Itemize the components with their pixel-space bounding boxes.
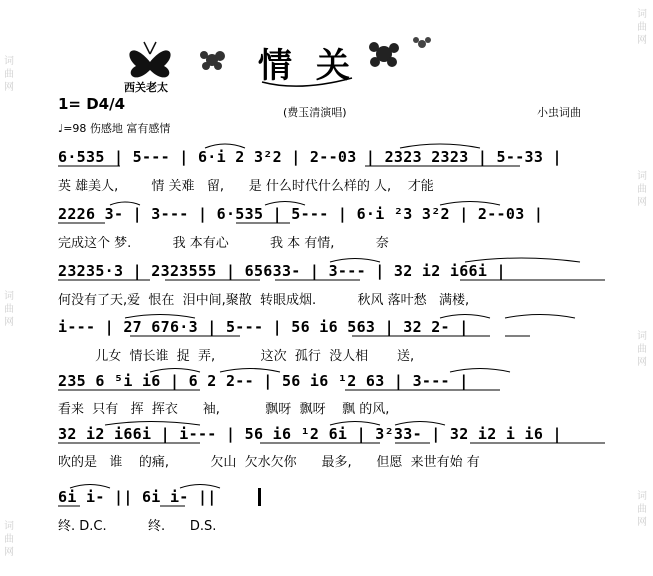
score-lyrics-line-1: 英 雄美人, 情 关难 留, 是 什么时代什么样的 人, 才能 <box>58 179 434 194</box>
watermark-left: 词 曲 网 <box>4 56 14 93</box>
watermark-right-4: 词 曲 网 <box>637 491 647 528</box>
score-lyrics-line-4: 儿女 情长谁 捉 弄, 这次 孤行 没人相 送, <box>58 349 415 364</box>
singer-credit: (费玉清演唱) <box>283 106 347 119</box>
watermark-right: 词 曲 网 <box>637 9 647 46</box>
score-notes-line-7: 6i i- || 6i i- || <box>58 488 217 506</box>
watermark-right-3: 词 曲 网 <box>637 331 647 368</box>
song-title: 情 关 <box>258 46 356 86</box>
score-notes-line-4: i--- | 27 676·3 | 5--- | 56 i6 563 | 32 2- | <box>58 318 469 336</box>
watermark-left-2: 词 曲 网 <box>4 291 14 328</box>
score-notes-line-3: 23235·3 | 2323555 | 65633- | 3--- | 32 i2 i66i | <box>58 262 506 280</box>
score-notes-line-6: 32 i2 i66i | i--- | 56 i6 ¹2 6i | 3²33- | 32 i2 i i6 | <box>58 425 562 443</box>
score-lyrics-line-3: 何没有了天,爱 恨在 泪中间,聚散 转眼成烟. 秋风 落叶愁 满楼, <box>58 293 470 308</box>
watermark-right-2: 词 曲 网 <box>637 171 647 208</box>
score-notes-line-1: 6·535 | 5--- | 6·i 2 3²2 | 2--03 | 2323 2323 | 5--33 | <box>58 148 562 166</box>
tempo-marking: ♩=98 伤感地 富有感情 <box>58 122 171 135</box>
score-notes-line-2: 2226 3- | 3--- | 6·535 | 5--- | 6·i ²3 3²2 | 2--03 | <box>58 205 544 223</box>
logo-text: 西关老太 <box>124 81 168 94</box>
key-signature: 1= D4/4 <box>58 95 126 113</box>
composer-credit: 小虫词曲 <box>537 106 581 119</box>
score-notes-line-5: 235 6 ⁵i i6 | 6 2 2-- | 56 i6 ¹2 63 | 3--- | <box>58 372 469 390</box>
score-lyrics-line-6: 吹的是 谁 的痛, 欠山 欠水欠你 最多, 但愿 来世有始 有 <box>58 455 480 470</box>
watermark-left-3: 词 曲 网 <box>4 521 14 558</box>
score-lyrics-line-5: 看来 只有 挥 挥衣 袖, 飘呀 飘呀 飘 的风, <box>58 402 390 417</box>
score-lyrics-line-7: 终. D.C. 终. D.S. <box>58 519 217 534</box>
score-lyrics-line-2: 完成这个 梦. 我 本有心 我 本 有情, 奈 <box>58 236 389 251</box>
